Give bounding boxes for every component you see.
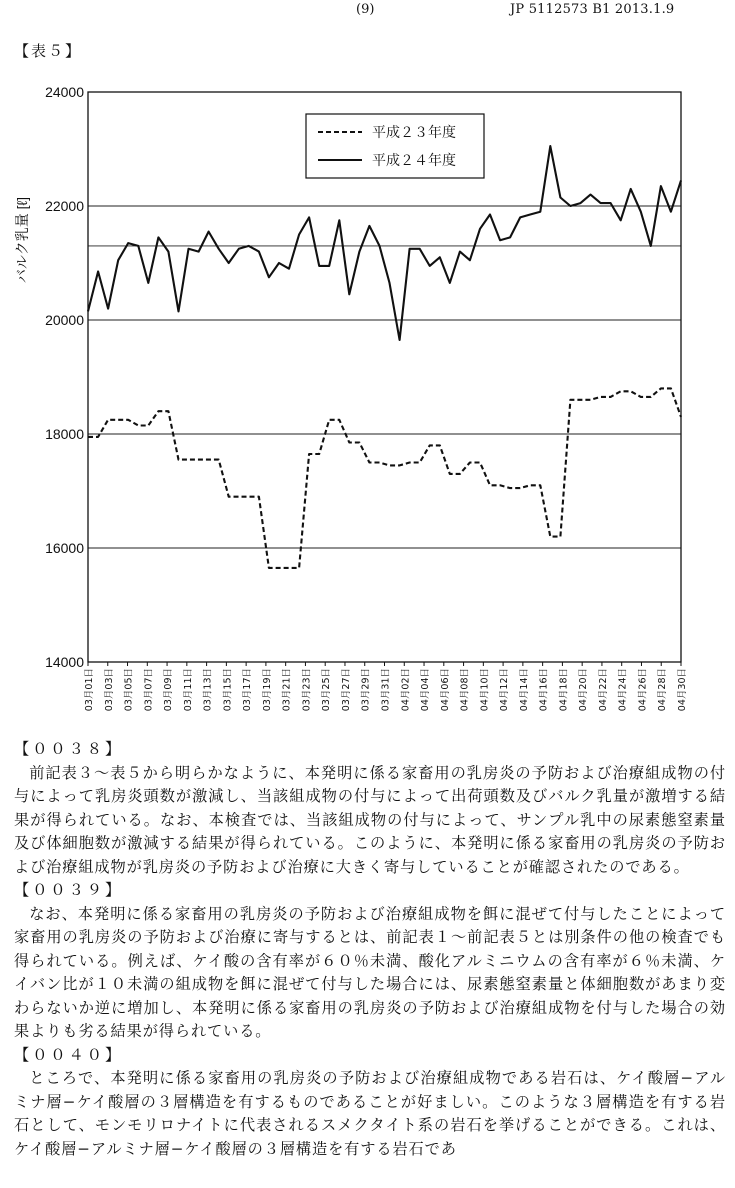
chart-gridlines — [88, 206, 681, 548]
x-tick-label: 03月21日 — [281, 668, 293, 712]
x-tick-label: 03月19日 — [261, 668, 273, 712]
x-tick-label: 04月22日 — [597, 668, 609, 712]
x-tick-label: 03月31日 — [380, 668, 392, 712]
series-h23-line — [88, 388, 681, 568]
y-axis-label: バルク乳量 [ℓ] — [14, 197, 30, 283]
x-tick-label: 03月17日 — [242, 668, 254, 712]
y-tick-label: 20000 — [45, 312, 84, 328]
x-tick-label: 04月30日 — [677, 668, 688, 712]
x-tick-label: 04月28日 — [657, 668, 669, 712]
x-tick-label: 04月14日 — [518, 668, 530, 712]
series-lines — [88, 146, 681, 568]
x-tick-label: 03月09日 — [163, 668, 175, 712]
page-number: (9) — [356, 2, 375, 17]
x-tick-label: 03月01日 — [84, 668, 95, 712]
x-tick-label: 04月12日 — [499, 668, 511, 712]
x-tick-label: 04月10日 — [479, 668, 491, 712]
x-tick-label: 04月02日 — [400, 668, 412, 712]
x-tick-label: 04月24日 — [617, 668, 629, 712]
y-tick-label: 18000 — [45, 426, 84, 442]
publication-number: JP 5112573 B1 2013.1.9 — [510, 2, 675, 17]
x-tick-label: 04月20日 — [578, 668, 590, 712]
x-tick-label: 03月23日 — [301, 668, 313, 712]
paragraph-number: 【００４０】 — [14, 1045, 124, 1064]
x-tick-label: 03月13日 — [202, 668, 214, 712]
x-tick-label: 03月27日 — [340, 668, 352, 712]
y-tick-label: 22000 — [45, 198, 84, 214]
x-tick-label: 03月05日 — [123, 668, 135, 712]
paragraph-number: 【００３８】 — [14, 740, 124, 758]
y-tick-label: 24000 — [45, 84, 84, 100]
y-tick-label: 14000 — [45, 654, 84, 670]
x-tick-label: 04月18日 — [558, 668, 570, 712]
milk-volume-chart — [0, 70, 735, 738]
y-tick-label: 16000 — [45, 540, 84, 556]
x-tick-label: 04月16日 — [538, 668, 550, 712]
legend-label-h23: 平成２３年度 — [372, 124, 456, 140]
x-tick-label: 03月11日 — [182, 668, 194, 712]
paragraph: なお、本発明に係る家畜用の乳房炎の予防および治療組成物を餌に混ぜて付与したことによって家畜用の乳房炎の予防および治療に寄与するとは、前記表１〜前記表５とは別条件の他の検査でも得られている。例えば、ケイ酸の含有率が６０％未満、酸化アルミニウムの含有率が６％未満、ケイバン比が１０未満の組成物を餌に混ぜて付与した場合には、尿素態窒素量と体細胞数があまり変わらないか逆に増加し、本発明に係る家畜用の乳房炎の予防および治療組成物を付与した場合の効果よりも劣る結果が得られている。 — [14, 904, 726, 1040]
paragraph: 前記表３〜表５から明らかなように、本発明に係る家畜用の乳房炎の予防および治療組成物の付与によって乳房炎頭数が激減し、当該組成物の付与によって出荷頭数及びバルク乳量が激増する結果が得られている。なお、本検査では、当該組成物の付与によって、サンプル乳中の尿素態窒素量及び体細胞数が激減する結果が得られている。このように、本発明に係る家畜用の乳房炎の予防および治療組成物が乳房炎の予防および治療に大きく寄与していることが確認されたのである。 — [14, 763, 726, 876]
legend — [306, 114, 484, 178]
x-tick-label: 04月26日 — [637, 668, 649, 712]
x-tick-label: 03月15日 — [222, 668, 234, 712]
x-axis-ticks — [84, 662, 688, 711]
x-tick-label: 04月04日 — [420, 668, 432, 712]
x-tick-label: 03月03日 — [103, 668, 115, 712]
x-tick-label: 04月06日 — [439, 668, 451, 712]
table-label: 【表５】 — [14, 42, 83, 60]
y-axis-ticks — [45, 84, 84, 670]
body-text — [14, 738, 726, 1161]
x-tick-label: 04月08日 — [459, 668, 471, 712]
paragraph-number: 【００３９】 — [14, 881, 124, 899]
x-tick-label: 03月29日 — [360, 668, 372, 712]
paragraph: ところで、本発明に係る家畜用の乳房炎の予防および治療組成物である岩石は、ケイ酸層−アルミナ層−ケイ酸層の３層構造を有するものであることが好ましい。このような３層構造を有する岩石として、モンモリロナイトに代表されるスメクタイト系の岩石を挙げることができる。これは、ケイ酸層−アルミナ層−ケイ酸層の３層構造を有する岩石であ — [14, 1069, 726, 1158]
x-tick-label: 03月25日 — [321, 668, 333, 712]
legend-label-h24: 平成２４年度 — [372, 152, 456, 168]
x-tick-label: 03月07日 — [143, 668, 155, 712]
